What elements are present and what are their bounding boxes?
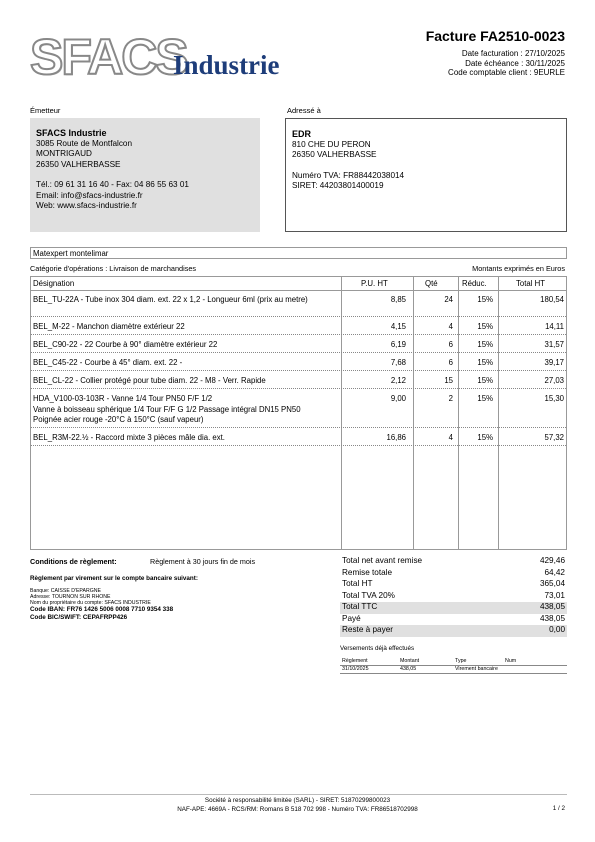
item-quantity: 15 xyxy=(444,376,453,385)
bank-address: Adresse: TOURNON SUR RHONE xyxy=(30,593,111,600)
sender-web[interactable]: Web: www.sfacs-industrie.fr xyxy=(36,201,137,210)
item-quantity: 6 xyxy=(448,358,453,367)
payment-date: 31/10/2025 xyxy=(342,666,369,672)
invoice-date: Date facturation : 27/10/2025 xyxy=(461,49,565,58)
item-quantity: 24 xyxy=(444,295,453,304)
item-designation: BEL_TU-22A - Tube inox 304 diam. ext. 22 x 1,2 - Longueur 6ml (prix au metre) xyxy=(33,295,308,304)
footer-divider xyxy=(30,794,567,795)
item-total: 31,57 xyxy=(544,340,564,349)
sender-address3: 26350 VALHERBASSE xyxy=(36,159,121,169)
bank: Banque: CAISSE D'EPARGNE xyxy=(30,587,101,594)
table-row xyxy=(31,291,566,317)
item-discount: 15% xyxy=(477,358,493,367)
item-unit-price: 9,00 xyxy=(390,394,406,403)
item-unit-price: 2,12 xyxy=(390,376,406,385)
total-value: 429,46 xyxy=(539,556,565,565)
total-value: 438,05 xyxy=(539,613,565,623)
total-label: Total TTC xyxy=(342,602,378,611)
sender-email[interactable]: Email: info@sfacs-industrie.fr xyxy=(36,190,143,200)
item-discount: 15% xyxy=(477,394,493,403)
table-row xyxy=(31,318,566,335)
sender-name: SFACS Industrie xyxy=(36,128,107,138)
total-label: Payé xyxy=(342,613,361,623)
client-address1: 810 CHE DU PERON xyxy=(292,139,371,149)
item-unit-price: 8,85 xyxy=(390,295,406,304)
bic: Code BIC/SWIFT: CEPAFRPP426 xyxy=(30,613,128,621)
total-label: Reste à payer xyxy=(342,625,393,634)
logo-suffix: Industrie xyxy=(173,50,280,80)
item-designation: HDA_V100-03-103R - Vanne 1/4 Tour PN50 F/F 1/2 Vanne à boisseau sphérique 1/4 Tour F/F G 1/2 Passage intégral DN15 PN50 Poignée acier rouge -20°C à 150°C (sauf vapeur) xyxy=(33,394,301,424)
table-row xyxy=(31,390,566,428)
item-quantity: 4 xyxy=(448,322,453,331)
item-total: 180,54 xyxy=(540,295,564,304)
conditions-label: Conditions de règlement: xyxy=(30,557,117,566)
item-quantity: 2 xyxy=(448,394,453,403)
sender-address1: 3085 Route de Montfalcon xyxy=(36,138,133,148)
table-row xyxy=(31,429,566,446)
logo-brand: SFACS xyxy=(30,29,187,85)
invoice-title: Facture FA2510-0023 xyxy=(425,28,565,44)
client-tva: Numéro TVA: FR88442038014 xyxy=(292,170,405,180)
total-value: 365,04 xyxy=(539,579,565,588)
item-unit-price: 4,15 xyxy=(390,322,406,331)
item-designation: BEL_C90-22 - 22 Courbe à 90° diamètre extérieur 22 xyxy=(33,340,218,349)
table-row xyxy=(31,372,566,389)
col-qty: Qté xyxy=(425,279,438,288)
total-value: 0,00 xyxy=(549,625,565,634)
total-line xyxy=(340,556,567,568)
category-line xyxy=(30,264,567,273)
item-unit-price: 16,86 xyxy=(386,433,406,442)
total-value: 73,01 xyxy=(544,590,565,600)
account-owner: Nom du propriétaire du compte: SFACS INDUSTRIE xyxy=(30,600,151,607)
col-reduc: Réduc. xyxy=(462,279,487,288)
total-label: Total TVA 20% xyxy=(342,590,395,600)
client-name: EDR xyxy=(292,129,312,139)
payments-col-reglement: Règlement xyxy=(342,658,368,664)
payment-info xyxy=(30,557,330,621)
page-number: 1 / 2 xyxy=(552,805,565,812)
project-name: Matexpert montelimar xyxy=(30,247,567,259)
item-designation: BEL_R3M-22.½ - Raccord mixte 3 pièces mâle dia. ext. xyxy=(33,433,225,442)
total-line xyxy=(340,625,567,637)
sender-address2: MONTRIGAUD xyxy=(36,149,92,158)
item-designation: BEL_C45-22 - Courbe à 45° diam. ext. 22 - xyxy=(33,358,183,367)
total-label: Remise totale xyxy=(342,567,393,577)
item-discount: 15% xyxy=(477,322,493,331)
company-logo xyxy=(30,28,290,88)
payments-done xyxy=(340,645,567,672)
table-header xyxy=(31,277,566,291)
transfer-title: Règlement par virement sur le compte bancaire suivant: xyxy=(30,575,198,582)
iban: Code IBAN: FR76 1426 5006 0008 7710 9354 338 xyxy=(30,606,174,614)
payments-col-num: Num xyxy=(505,658,517,664)
total-line xyxy=(340,602,567,614)
sender-box xyxy=(30,118,260,232)
total-line xyxy=(340,591,567,603)
client-code: Code comptable client : 9EURLE xyxy=(448,68,565,77)
col-total: Total HT xyxy=(516,279,546,288)
conditions-value: Règlement à 30 jours fin de mois xyxy=(150,557,256,566)
client-address2: 26350 VALHERBASSE xyxy=(292,150,377,159)
item-discount: 15% xyxy=(477,295,493,304)
item-total: 27,03 xyxy=(544,376,564,385)
due-date: Date échéance : 30/11/2025 xyxy=(465,58,565,68)
total-value: 64,42 xyxy=(544,567,565,577)
table-row xyxy=(31,354,566,371)
total-line xyxy=(340,579,567,591)
payments-row xyxy=(340,666,567,674)
items-table xyxy=(30,276,567,550)
table-row xyxy=(31,336,566,353)
col-designation: Désignation xyxy=(33,279,75,288)
item-quantity: 6 xyxy=(448,340,453,349)
item-discount: 15% xyxy=(477,376,493,385)
total-line xyxy=(340,568,567,580)
total-value: 438,05 xyxy=(539,602,565,611)
payment-amount: 438,05 xyxy=(400,666,417,672)
payments-col-type: Type xyxy=(455,658,467,664)
payments-title: Versements déjà effectués xyxy=(340,645,415,652)
item-quantity: 4 xyxy=(448,433,453,442)
client-label: Adressé à xyxy=(287,106,321,115)
item-total: 14,11 xyxy=(545,322,564,331)
item-unit-price: 7,68 xyxy=(390,358,406,367)
payments-col-montant: Montant xyxy=(400,658,420,664)
category: Catégorie d'opérations : Livraison de marchandises xyxy=(30,264,197,273)
client-box xyxy=(285,118,567,232)
client-siret: SIRET: 44203801400019 xyxy=(292,181,384,190)
item-discount: 15% xyxy=(477,340,493,349)
col-pu: P.U. HT xyxy=(361,279,388,288)
item-designation: BEL_CL-22 - Collier protégé pour tube diam. 22 - M8 - Verr. Rapide xyxy=(33,376,266,385)
footer-line1: Société à responsabilité limitée (SARL) - SIRET: 51870299800023 xyxy=(204,797,391,804)
item-total: 15,30 xyxy=(544,394,564,403)
payment-type: Virement bancaire xyxy=(455,666,498,672)
payments-header xyxy=(340,658,567,666)
item-unit-price: 6,19 xyxy=(390,340,406,349)
sender-phone: Tél.: 09 61 31 16 40 - Fax: 04 86 55 63 01 xyxy=(36,180,189,189)
currency-note: Montants exprimés en Euros xyxy=(472,264,565,273)
item-discount: 15% xyxy=(477,433,493,442)
total-line xyxy=(340,614,567,626)
footer-line2: NAF-APE: 4669A - RCS/RM: Romans B 518 702 998 - Numéro TVA: FR86518702998 xyxy=(177,806,418,813)
footer xyxy=(0,796,595,814)
item-total: 57,32 xyxy=(544,433,564,442)
total-label: Total net avant remise xyxy=(342,556,423,565)
item-total: 39,17 xyxy=(544,358,564,367)
total-label: Total HT xyxy=(342,579,373,588)
invoice-meta xyxy=(448,49,565,78)
sender-label: Émetteur xyxy=(30,106,61,115)
item-designation: BEL_M-22 - Manchon diamètre extérieur 22 xyxy=(33,322,185,331)
